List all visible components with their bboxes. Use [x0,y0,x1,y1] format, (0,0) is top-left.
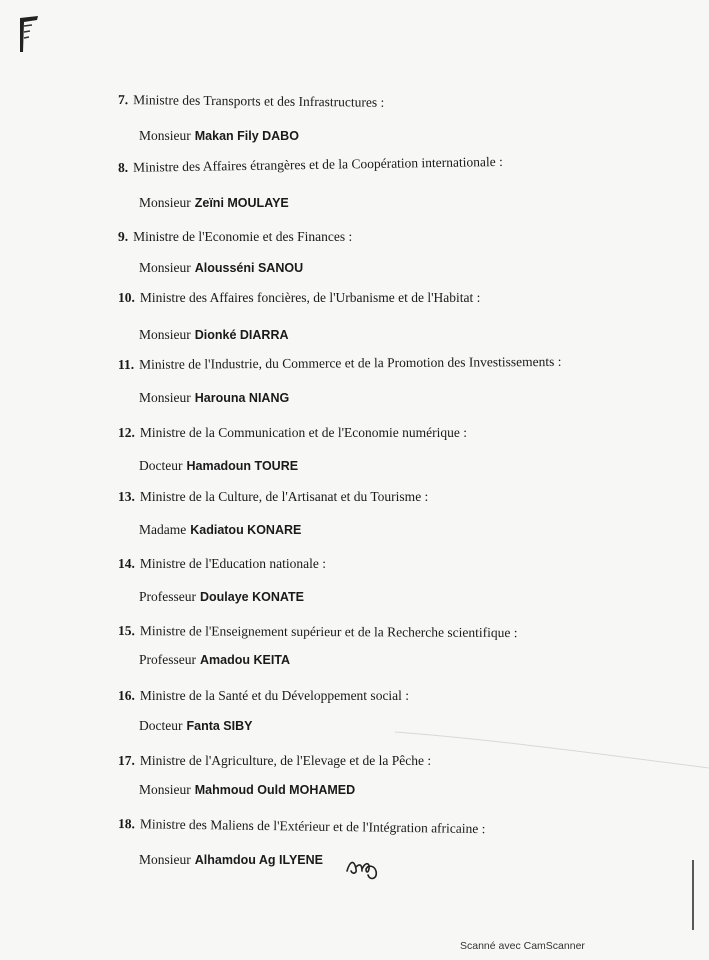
item-number: 16. [118,688,135,703]
honorific: Monsieur [139,128,191,143]
handwritten-initials-icon [344,851,386,881]
minister-name: Doulaye KONATE [200,590,304,604]
item-number: 10. [118,290,135,305]
item-number: 8. [117,159,129,175]
minister-name: Harouna NIANG [194,391,290,405]
honorific: Professeur [139,652,196,667]
honorific: Monsieur [139,390,191,405]
minister-name: Zeïni MOULAYE [194,196,289,210]
scanner-watermark: Scanné avec CamScanner [460,940,585,952]
minister-name: Kadiatou KONARE [190,523,302,537]
ministry-title [118,556,326,572]
minister-name: Amadou KEITA [200,653,291,667]
item-number: 7. [117,92,129,108]
item-number: 15. [117,623,135,639]
ministry-title [118,425,467,441]
ministry-label: Ministre des Affaires foncières, de l'Urbanisme et de l'Habitat : [139,290,481,305]
ministry-label: Ministre des Maliens de l'Extérieur et de l'Intégration africaine : [139,816,486,837]
minister-name: Alhamdou Ag ILYENE [194,853,324,867]
minister-name: Mahmoud Ould MOHAMED [194,783,356,797]
item-number: 11. [117,356,135,372]
item-number: 18. [117,816,135,832]
minister-holder [139,522,301,538]
ministry-label: Ministre des Affaires étrangères et de la Coopération internationale : [132,153,503,175]
minister-holder [139,128,299,144]
ministry-title [118,92,384,111]
honorific: Monsieur [139,327,191,342]
minister-holder [139,589,304,605]
ministry-title [118,154,503,176]
ministry-title [118,354,562,373]
ministry-label: Ministre de la Culture, de l'Artisanat et du Tourisme : [139,489,429,504]
ministry-title [118,688,409,704]
ministry-label: Ministre de l'Enseignement supérieur et de la Recherche scientifique : [139,623,518,641]
ministry-title [118,623,518,641]
right-edge-line [690,860,696,930]
ministry-label: Ministre de la Communication et de l'Economie numérique : [139,425,467,440]
ministry-label: Ministre des Transports et des Infrastructures : [133,92,385,110]
honorific: Docteur [139,458,183,473]
minister-holder [139,652,290,668]
item-number: 17. [118,753,135,768]
ministry-title [118,229,352,245]
honorific: Monsieur [139,195,191,210]
minister-holder [139,195,289,211]
minister-name: Dionké DIARRA [194,328,289,342]
honorific: Monsieur [139,782,191,797]
ministry-label: Ministre de l'Education nationale : [139,556,327,571]
honorific: Monsieur [139,852,191,867]
ministry-label: Ministre de l'Industrie, du Commerce et de la Promotion des Investissements : [139,353,562,372]
minister-holder [139,782,355,798]
minister-holder [139,458,298,474]
ministry-label: Ministre de l'Agriculture, de l'Elevage et de la Pêche : [139,753,432,768]
honorific: Professeur [139,589,196,604]
honorific: Monsieur [139,260,191,275]
minister-holder [139,718,252,734]
minister-holder [139,260,303,276]
ministry-title [118,489,428,505]
item-number: 13. [118,489,135,504]
ministry-label: Ministre de la Santé et du Développement social : [139,688,410,703]
item-number: 12. [118,425,135,440]
item-number: 9. [118,229,129,244]
ministry-title [118,290,480,306]
minister-holder [139,852,323,868]
minister-name: Fanta SIBY [186,719,253,733]
minister-holder [139,390,289,406]
honorific: Docteur [139,718,183,733]
minister-holder [139,327,289,343]
scan-crease-line [395,730,709,770]
staple-mark-icon [18,14,40,54]
ministry-title [118,816,486,837]
honorific: Madame [139,522,187,537]
minister-name: Hamadoun TOURE [186,459,299,473]
ministry-label: Ministre de l'Economie et des Finances : [133,229,353,244]
ministry-title [118,753,431,769]
minister-name: Makan Fily DABO [194,129,299,143]
minister-name: Alousséni SANOU [194,261,304,275]
item-number: 14. [118,556,135,571]
